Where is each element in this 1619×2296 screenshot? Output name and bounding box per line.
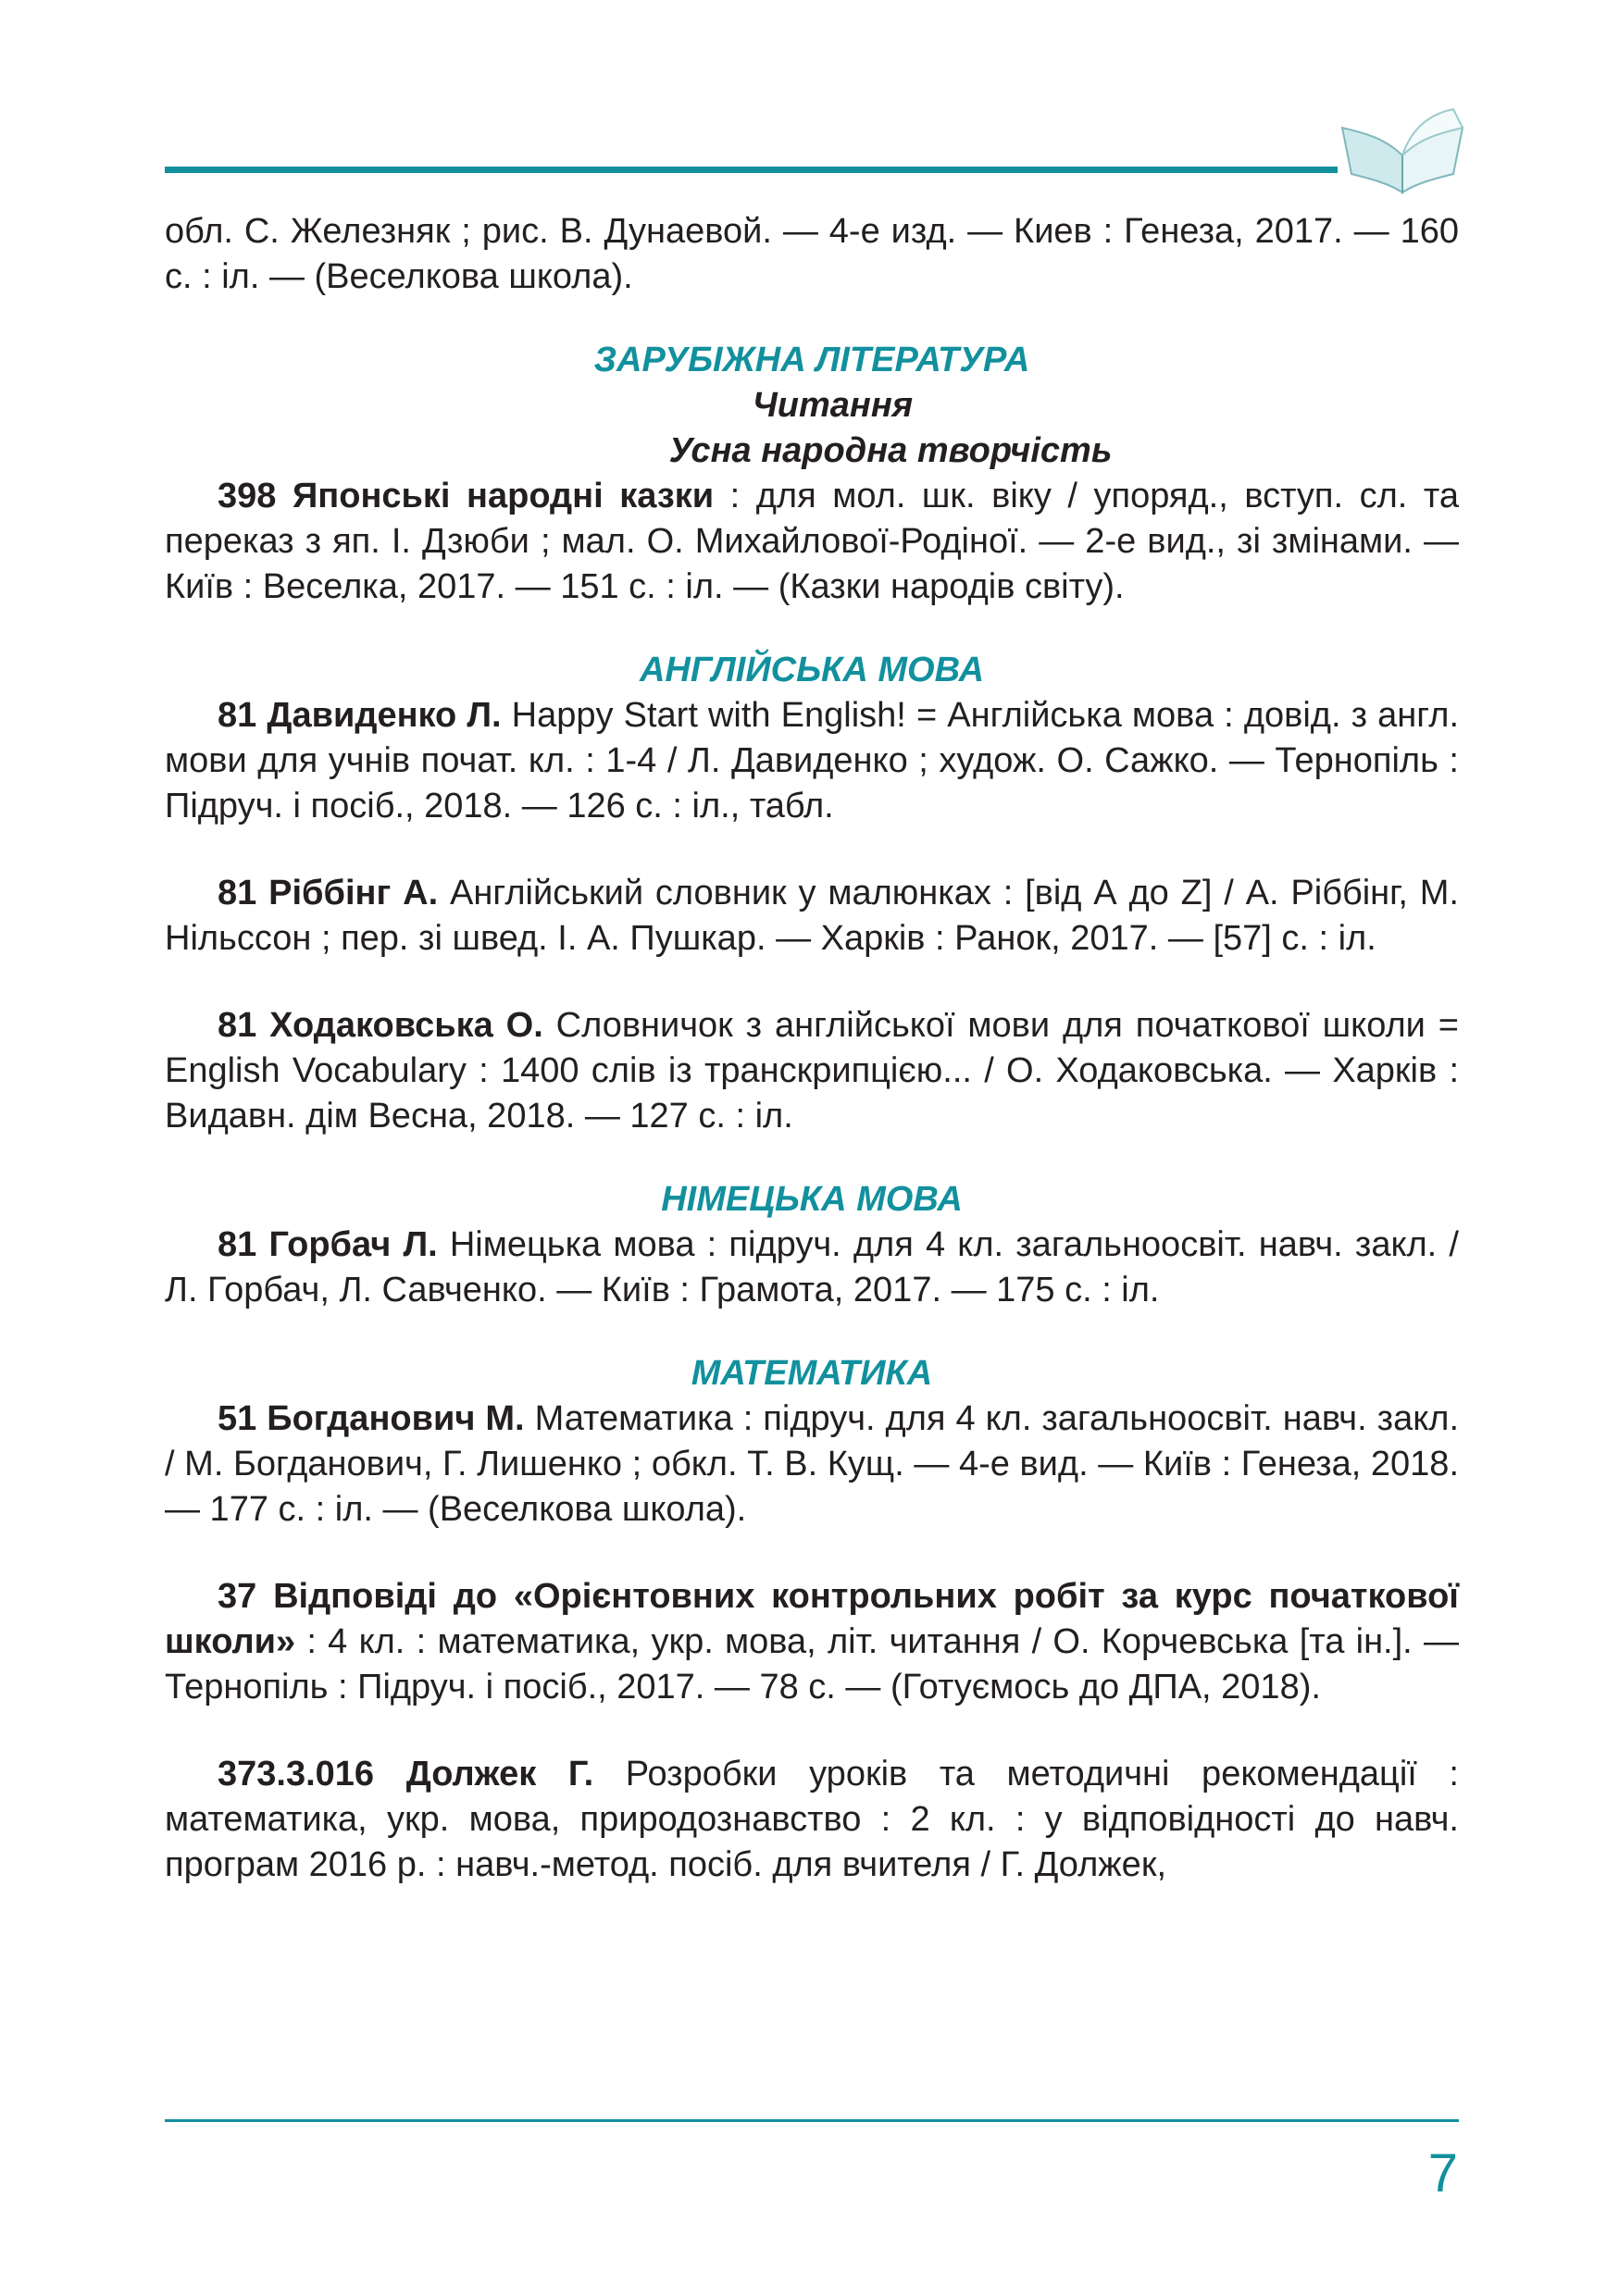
subsection-folk-art: Усна народна творчість [668, 431, 1113, 470]
entry-text: Happy Start with English! = Англійська мова : довід. з англ. мови для учнів почат. кл. : 1-4 / Л. Давиденко ; худож. О. Сажко. — Тернопіль : Підруч. і посіб., 2018. — 126 с. : іл., табл. [165, 696, 1460, 825]
entry-code: 81 [218, 1006, 257, 1045]
entry-lead: Ріббінг А. [268, 874, 439, 912]
entry-lead: Должек Г. [405, 1755, 594, 1793]
entry-code: 81 [218, 874, 257, 912]
entry-text: : для мол. шк. віку / упоряд., вступ. сл. та переказ з яп. І. Дзюби ; мал. О. Михайлової-Родіної. — 2-е вид., зі змінами. — Київ : Веселка, 2017. — 151 с. : іл. — (Казки народів світу). [165, 477, 1459, 606]
bib-entry [165, 474, 1459, 610]
bib-entry [165, 1222, 1459, 1313]
bib-entry [165, 693, 1459, 829]
continued-entry: обл. С. Железняк ; рис. В. Дунаевой. — 4-е изд. — Киев : Генеза, 2017. — 160 с. : іл. — (Веселкова школа). [165, 212, 1459, 296]
page-number: 7 [1427, 2143, 1458, 2203]
entry-text: Англійський словник у малюнках : [від А до Z] / А. Ріббінг, М. Нільссон ; пер. зі швед. І. А. Пушкар. — Харків : Ранок, 2017. — [57] с. : іл. [165, 874, 1459, 958]
entry-text: : 4 кл. : математика, укр. мова, літ. читання / О. Корчевська [та ін.]. — Тернопіль : Підруч. і посіб., 2017. — 78 с. — (Готуємось до ДПА, 2018). [165, 1622, 1459, 1706]
bottom-rule [165, 2119, 1459, 2122]
entry-lead: Богданович М. [267, 1399, 525, 1438]
entry-code: 81 [218, 696, 257, 735]
entry-code: 81 [218, 1225, 257, 1264]
bib-entry [165, 1003, 1459, 1139]
section-title-foreign-literature: ЗАРУБІЖНА ЛІТЕРАТУРА [593, 341, 1030, 379]
entry-code: 373.3.016 [218, 1755, 375, 1793]
entry-code: 51 [218, 1399, 257, 1438]
open-book-icon [1338, 100, 1467, 202]
entry-text: Словничок з англійської мови для початкової школи = English Vocabulary : 1400 слів із транскрипцією... / О. Ходаковська. — Харків : Видавн. дім Весна, 2018. — 127 с. : іл. [165, 1006, 1459, 1136]
entry-lead: Горбач Л. [268, 1225, 438, 1264]
top-rule [165, 167, 1338, 173]
entry-lead: Ходаковська О. [269, 1006, 543, 1045]
bib-entry [165, 1752, 1459, 1888]
section-title-german: НІМЕЦЬКА МОВА [661, 1180, 963, 1219]
entry-lead: Японські народні казки [292, 477, 715, 515]
entry-lead: Давиденко Л. [267, 696, 502, 735]
subsection-reading: Читання [752, 386, 914, 425]
entry-code: 398 [218, 477, 277, 515]
bib-entry [165, 1396, 1459, 1533]
section-title-math: МАТЕМАТИКА [691, 1354, 933, 1393]
bib-entry [165, 871, 1459, 962]
entry-text: Німецька мова : підруч. для 4 кл. загальноосвіт. навч. закл. / Л. Горбач, Л. Савченко. — Київ : Грамота, 2017. — 175 с. : іл. [165, 1225, 1459, 1309]
entry-code: 37 [218, 1577, 257, 1616]
bibliography-content [165, 209, 1459, 1888]
entry-lead: Відповіді до «Орієнтовних контрольних робіт за курс початкової школи» [165, 1577, 1459, 1661]
entry-text: Математика : підруч. для 4 кл. загальноосвіт. навч. закл. / М. Богданович, Г. Лишенко ; обкл. Т. В. Кущ. — 4-е вид. — Київ : Генеза, 2018. — 177 с. : іл. — (Веселкова школа). [165, 1399, 1459, 1529]
bib-entry [165, 1574, 1459, 1710]
section-title-english: АНГЛІЙСЬКА МОВА [639, 651, 985, 689]
entry-text: Розробки уроків та методичні рекомендації : математика, укр. мова, природознавство : 2 кл. : у відповідності до навч. програм 2016 р. : навч.-метод. посіб. для вчителя / Г. Должек, [165, 1755, 1459, 1884]
